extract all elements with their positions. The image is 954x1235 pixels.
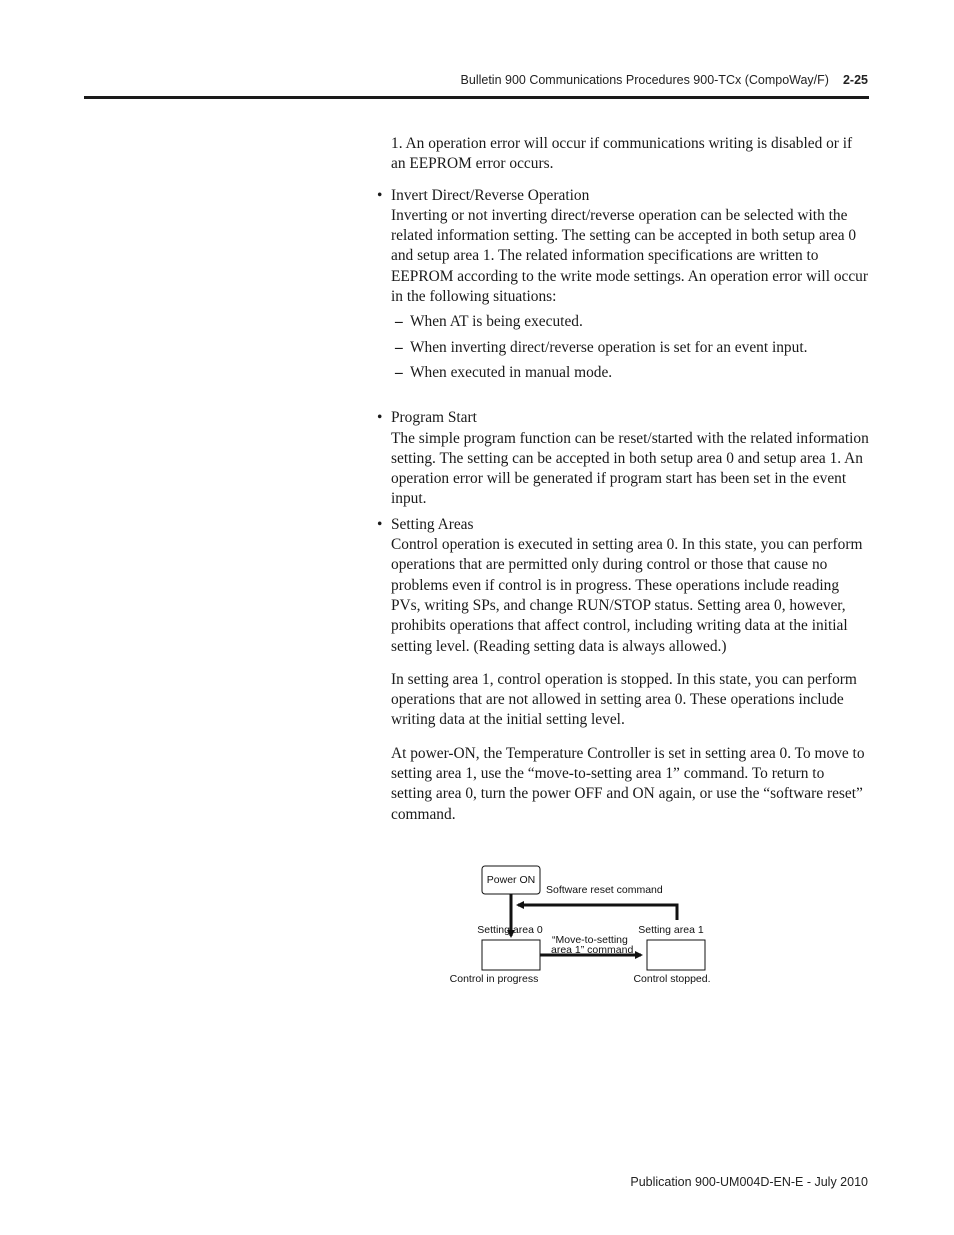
running-header: [461, 73, 868, 87]
area1-label: Setting area 1: [638, 924, 704, 936]
program-start-heading: Program Start: [391, 409, 477, 427]
header-rule: [84, 96, 869, 99]
bullet-dot: •: [377, 186, 383, 204]
bullet-dot: •: [377, 515, 383, 533]
bullet-invert: [377, 186, 869, 384]
program-start-body: The simple program function can be reset/started with the related information setting. The setting can be accepted in both setup area 0 and setup area 1. An operation error will be generated if program start has been set in the event input.: [391, 429, 869, 508]
move-command-label-line2: area 1” command: [551, 944, 634, 956]
invert-body: Inverting or not inverting direct/reverse operation can be selected with the related information setting. The setting can be accepted in both setup area 0 and setup area 1. The related information specifications are written to EEPROM according to the write mode settings. An operation error will occur in the following situations:: [391, 206, 868, 306]
bullet-dot: •: [377, 409, 383, 427]
setting-areas-body: Control operation is executed in setting area 0. In this state, you can perform operations that are permitted only during control or those that cause no problems even if control is in progress. These operations include reading PVs, writing SPs, and change RUN/STOP status. Setting area 0, however, prohibits operations that affect control, including writing data at the initial setting level. (Reading setting data is always allowed.): [391, 536, 863, 655]
header-title: Bulletin 900 Communications Procedures 900-TCx (CompoWay/F): [460, 73, 829, 87]
control-stopped-label: Control stopped.: [633, 973, 711, 985]
control-in-progress-label: Control in progress: [449, 973, 539, 985]
setting-areas-para3: At power-ON, the Temperature Controller is set in setting area 0. To move to setting area 1, use the “move-to-setting area 1” command. To return to setting area 0, turn the power OFF and ON again, or use the “software reset” command.: [391, 744, 865, 823]
power-on-label: Power ON: [486, 874, 536, 886]
bullet-program-start: [377, 408, 869, 509]
setting-areas-para2: In setting area 1, control operation is stopped. In this state, you can perform operations that are not allowed in setting area 0. These operations include writing data at the initial setting level.: [391, 670, 857, 729]
publication-footer: Publication 900-UM004D-EN-E - July 2010: [630, 1175, 868, 1189]
area0-label: Setting area 0: [477, 924, 543, 936]
invert-heading: Invert Direct/Reverse Operation: [391, 186, 590, 204]
note-text: 1. An operation error will occur if communications writing is disabled or if an EEPROM error occurs.: [391, 135, 853, 173]
bullet-setting-areas: [377, 515, 869, 657]
move-command-label-line1: “Move-to-setting: [552, 934, 628, 946]
list-item: – When AT is being executed.: [395, 313, 583, 331]
area0-box: [482, 940, 540, 970]
list-item: – When executed in manual mode.: [395, 363, 613, 381]
software-reset-arrow: [518, 905, 677, 920]
list-item: – When inverting direct/reverse operation is set for an event input.: [395, 338, 808, 356]
page-number: 2-25: [842, 73, 868, 87]
setting-area-diagram: [440, 862, 730, 992]
setting-areas-heading: Setting Areas: [391, 515, 474, 533]
area1-box: [647, 940, 705, 970]
body-content: [377, 134, 869, 825]
software-reset-label: Software reset command: [546, 884, 663, 896]
